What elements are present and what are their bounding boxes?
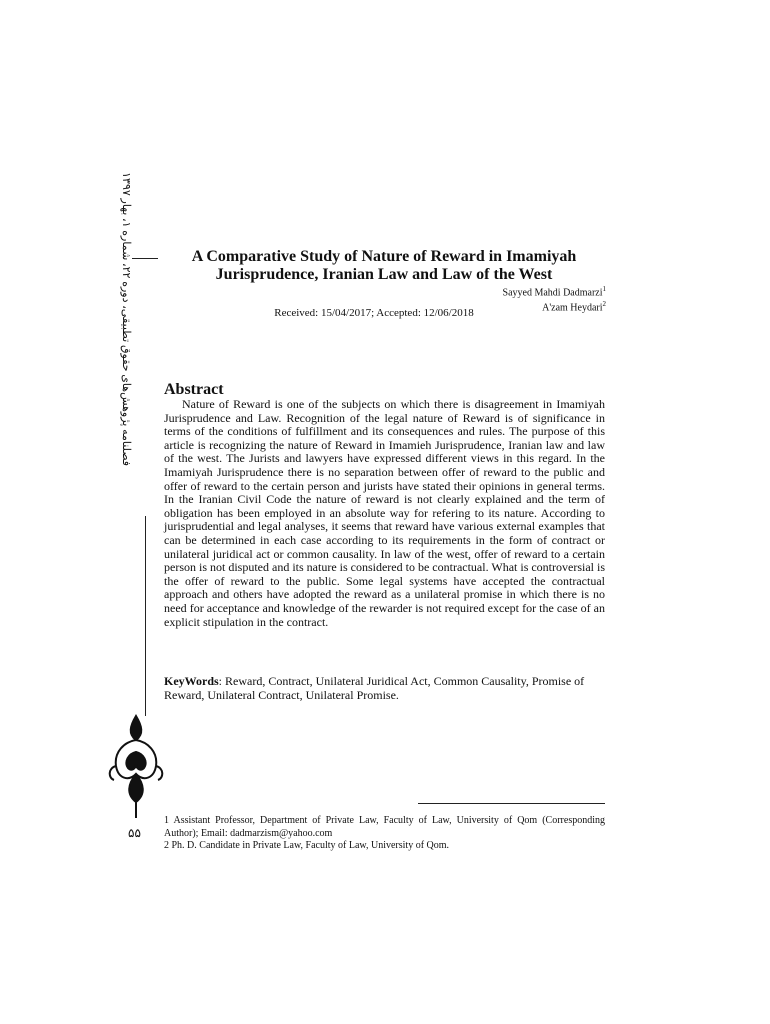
title-line-1: A Comparative Study of Nature of Reward in Imamiyah [191,248,577,265]
abstract-heading: Abstract [164,381,224,398]
article-title [164,248,604,284]
keywords-label: KeyWords [164,674,219,688]
keywords [164,674,605,702]
journal-info-vertical: فصلنامه پژوهش‌های حقوق تطبیقی، دوره ۲۲، شماره ۱، بهار ۱۳۹۷ [120,172,132,466]
author-1 [503,285,606,298]
keywords-text: : Reward, Contract, Unilateral Juridical Act, Common Causality, Promise of Reward, Unilateral Contract, Unilateral Promise. [164,674,585,702]
footnote-2: 2 Ph. D. Candidate in Private Law, Faculty of Law, University of Qom. [164,840,450,851]
abstract-text: Nature of Reward is one of the subjects on which there is disagreement in Imamiyah Jurisprudence and Law. Recognition of the legal nature of Reward is of significance in terms of the conditions of fulfillment and its consequences and rules. The purpose of this article is recognizing the nature of Reward in Imamieh Jurisprudence, Iranian law and law of the west. The Jurists and lawyers have expressed different views in this regard. In the Imamiyah Jurisprudence there is no separation between offer of reward to the public and offer of reward to the certain person and jurists have stated their opinions in general terms. In the Iranian Civil Code the nature of reward is not clearly explained and the term of obligation has been employed in an absolute way for refering to its nature. According to jurisprudential and legal analyses, it seems that reward have various external examples that can be determined in each case according to its requirements in the form of contract or unilateral juridical act or common causality. In law of the west, offer of reward to a certain person is not disputed and its nature is considered to be contractual. What is controversial is the offer of reward to the public. Some legal systems have accepted the contractual approach and others have adopted the reward as a unilateral promise in which there is no need for acceptance and knowledge of the rewarder is not required except for the case of an explicit stipulation in the contract. [164,397,606,629]
footnote-rule [418,803,605,804]
author-2-name: A'zam Heydari [542,302,603,314]
author-2-mark: 2 [602,300,606,308]
sidebar-top-rule [132,258,158,259]
author-1-mark: 1 [602,285,606,293]
page-number: ۵۵ [128,826,141,840]
author-1-name: Sayyed Mahdi Dadmarzi [502,287,603,299]
title-line-2: Jurisprudence, Iranian Law and Law of the West [215,266,553,283]
footnote-1: 1 Assistant Professor, Department of Private Law, Faculty of Law, University of Qom (Corresponding Author); Email: dadmarzism@yahoo.com [164,815,605,839]
footnotes [164,815,605,853]
ornament-icon [106,712,166,822]
received-accepted-dates: Received: 15/04/2017; Accepted: 12/06/2018 [274,307,474,319]
sidebar-vertical-rule [145,516,146,716]
